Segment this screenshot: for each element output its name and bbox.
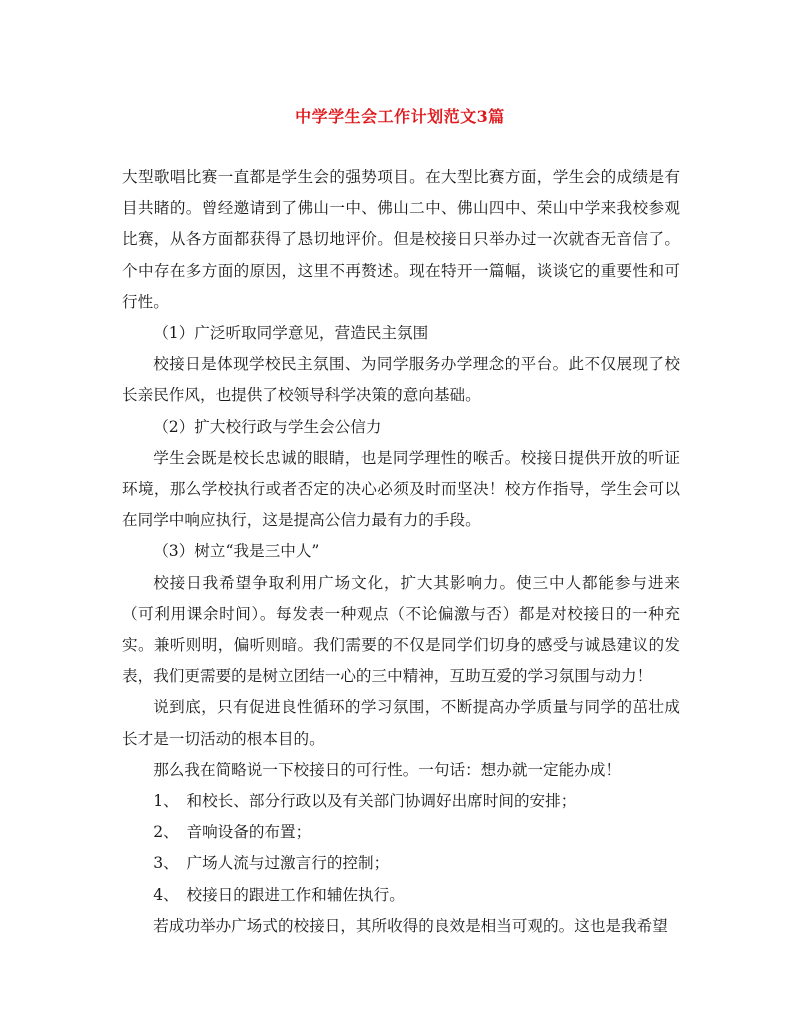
paragraph-section-2: 学生会既是校长忠诚的眼睛，也是同学理性的喉舌。校接日提供开放的听证环境，那么学校执行或者否定的决心必须及时而坚决！校方作指导，学生会可以在同学中响应执行，这是提高公信力最有力的手段。 — [122, 448, 680, 530]
list-item-1: 1、 和校长、部分行政以及有关部门协调好出席时间的安排； — [153, 792, 577, 811]
paragraph-intro: 大型歌唱比赛一直都是学生会的强势项目。在大型比赛方面，学生会的成绩是有目共睹的。曾经邀请到了佛山一中、佛山二中、佛山四中、荣山中学来我校参观比赛，从各方面都获得了恳切地评价。但是校接日只举办过一次就杳无音信了。个中存在多方面的原因，这里不再赘述。现在特开一篇幅，谈谈它的重要性和可行性。 — [122, 168, 680, 311]
section-heading-1: （1）广泛听取同学意见，营造民主氛围 — [153, 324, 429, 343]
section-heading-3: （3）树立“我是三中人” — [153, 542, 320, 561]
paragraph-section-1: 校接日是体现学校民主氛围、为同学服务办学理念的平台。此不仅展现了校长亲民作风，也提供了校领导科学决策的意向基础。 — [122, 355, 680, 405]
paragraph-conclusion: 说到底，只有促进良性循环的学习氛围，不断提高办学质量与同学的茁壮成长才是一切活动的根本目的。 — [122, 698, 680, 748]
document-body — [122, 162, 680, 942]
list-item-4: 4、 校接日的跟进工作和辅佐执行。 — [153, 885, 405, 904]
list-item-2: 2、 音响设备的布置； — [153, 823, 312, 842]
paragraph-feasibility: 那么我在简略说一下校接日的可行性。一句话：想办就一定能办成！ — [153, 760, 622, 779]
document-title: 中学学生会工作计划范文3篇 — [295, 107, 505, 126]
paragraph-closing: 若成功举办广场式的校接日，其所收得的良效是相当可观的。这也是我希望 — [153, 916, 668, 935]
paragraph-section-3: 校接日我希望争取利用广场文化，扩大其影响力。使三中人都能参与进来（可利用课余时间）。每发表一种观点（不论偏激与否）都是对校接日的一种充实。兼听则明，偏听则暗。我们需要的不仅是同学们切身的感受与诚恳建议的发表，我们更需要的是树立团结一心的三中精神，互助互爱的学习氛围与动力！ — [122, 573, 680, 686]
list-item-3: 3、 广场人流与过激言行的控制； — [153, 854, 390, 873]
section-heading-2: （2）扩大校行政与学生会公信力 — [153, 417, 382, 436]
